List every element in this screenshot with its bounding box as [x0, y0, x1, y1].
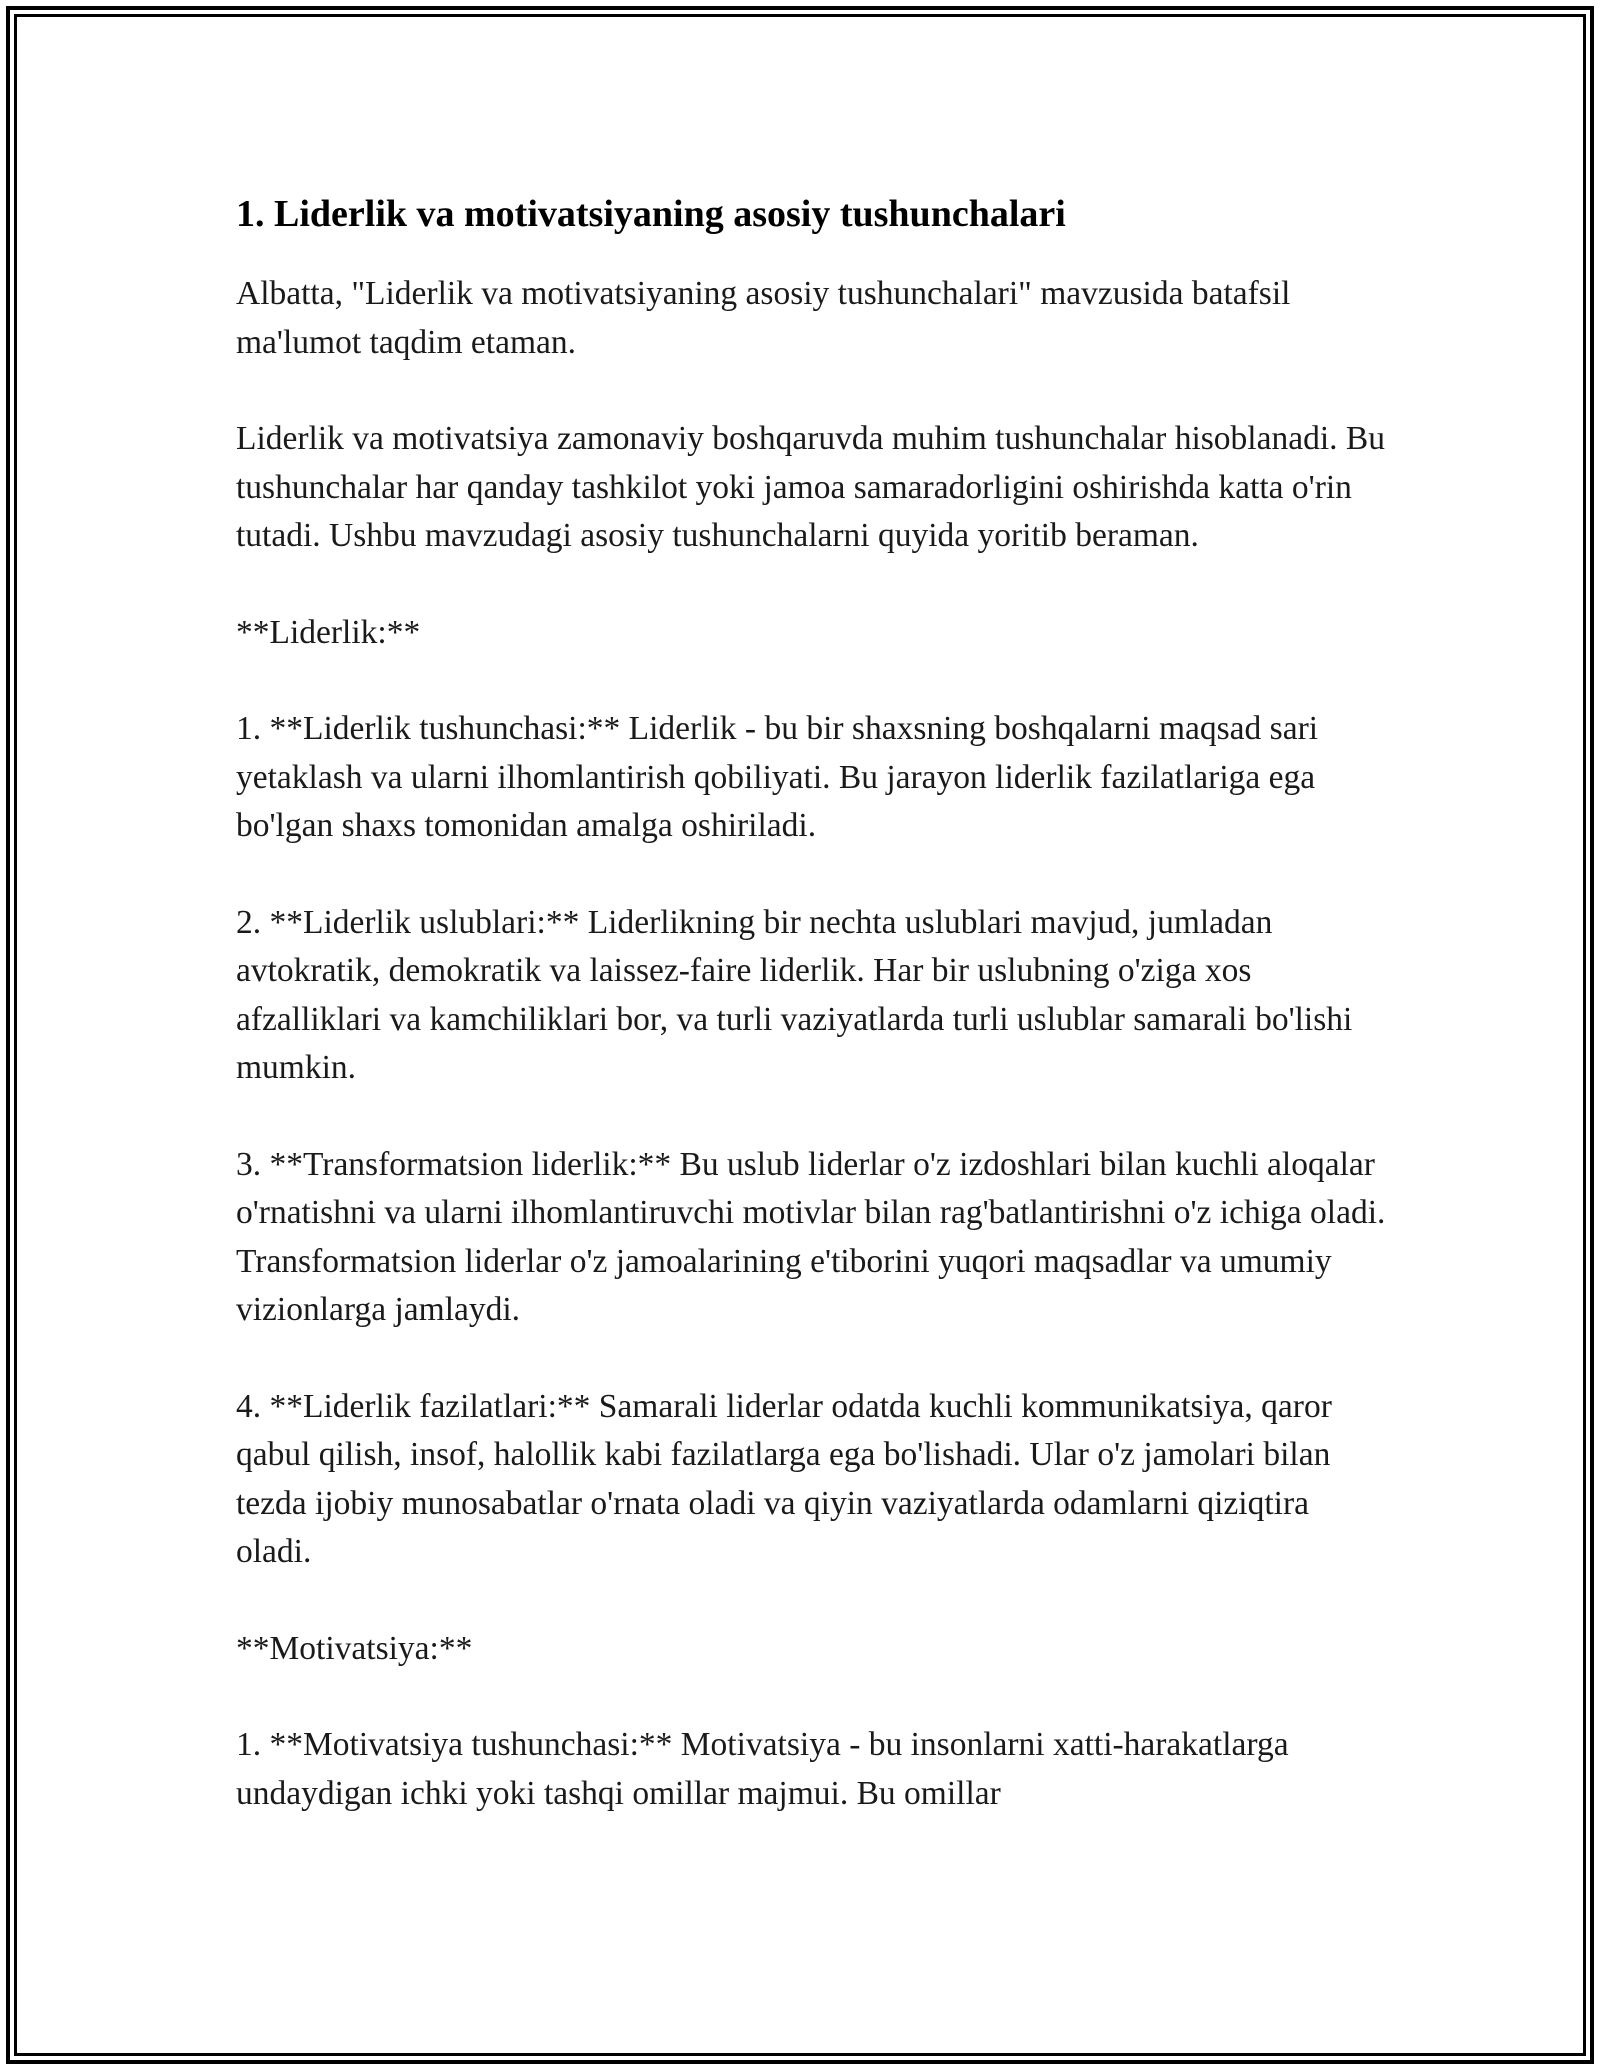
list-item-liderlik-uslublari: 2. **Liderlik uslublari:** Liderlikning bir nechta uslublari mavjud, jumladan avtokratik, demokratik va laissez-faire liderlik. Har bir uslubning o'ziga xos afzalliklari va kamchiliklari bor, va turli vaziyatlarda turli uslublar samarali bo'lishi mumkin. — [236, 903, 1353, 1086]
document-body — [236, 188, 1386, 1818]
subheading-liderlik: **Liderlik:** — [236, 613, 421, 651]
subheading-motivatsiya: **Motivatsiya:** — [236, 1629, 473, 1667]
list-item-liderlik-tushunchasi: 1. **Liderlik tushunchasi:** Liderlik - bu bir shaxsning boshqalarni maqsad sari yetaklash va ularni ilhomlantirish qobiliyati. Bu jarayon liderlik fazilatlariga ega bo'lgan shaxs tomonidan amalga oshiriladi. — [236, 710, 1319, 844]
section-heading: 1. Liderlik va motivatsiyaning asosiy tushunchalari — [236, 193, 1066, 235]
list-item-liderlik-fazilatlari: 4. **Liderlik fazilatlari:** Samarali liderlar odatda kuchli kommunikatsiya, qaror qabul qilish, insof, halollik kabi fazilatlarga ega bo'lishadi. Ular o'z jamolari bilan tezda ijobiy munosabatlar o'rnata oladi va qiyin vaziyatlarda odamlarni qiziqtira oladi. — [236, 1387, 1332, 1570]
paragraph-intro: Albatta, "Liderlik va motivatsiyaning asosiy tushunchalari" mavzusida batafsil ma'lumot taqdim etaman. — [236, 275, 1291, 361]
list-item-transformatsion-liderlik: 3. **Transformatsion liderlik:** Bu uslub liderlar o'z izdoshlari bilan kuchli aloqalar o'rnatishni va ularni ilhomlantiruvchi motivlar bilan rag'batlantirishni o'z ichiga oladi. Transformatsion liderlar o'z jamoalarining e'tiborini yuqori maqsadlar va umumiy vizionlarga jamlaydi. — [236, 1145, 1386, 1328]
paragraph-overview: Liderlik va motivatsiya zamonaviy boshqaruvda muhim tushunchalar hisoblanadi. Bu tushunchalar har qanday tashkilot yoki jamoa samaradorligini oshirishda katta o'rin tutadi. Ushbu mavzudagi asosiy tushunchalarni quyida yoritib beraman. — [236, 420, 1385, 554]
list-item-motivatsiya-tushunchasi: 1. **Motivatsiya tushunchasi:** Motivatsiya - bu insonlarni xatti-harakatlarga undaydigan ichki yoki tashqi omillar majmui. Bu omillar — [236, 1726, 1289, 1812]
